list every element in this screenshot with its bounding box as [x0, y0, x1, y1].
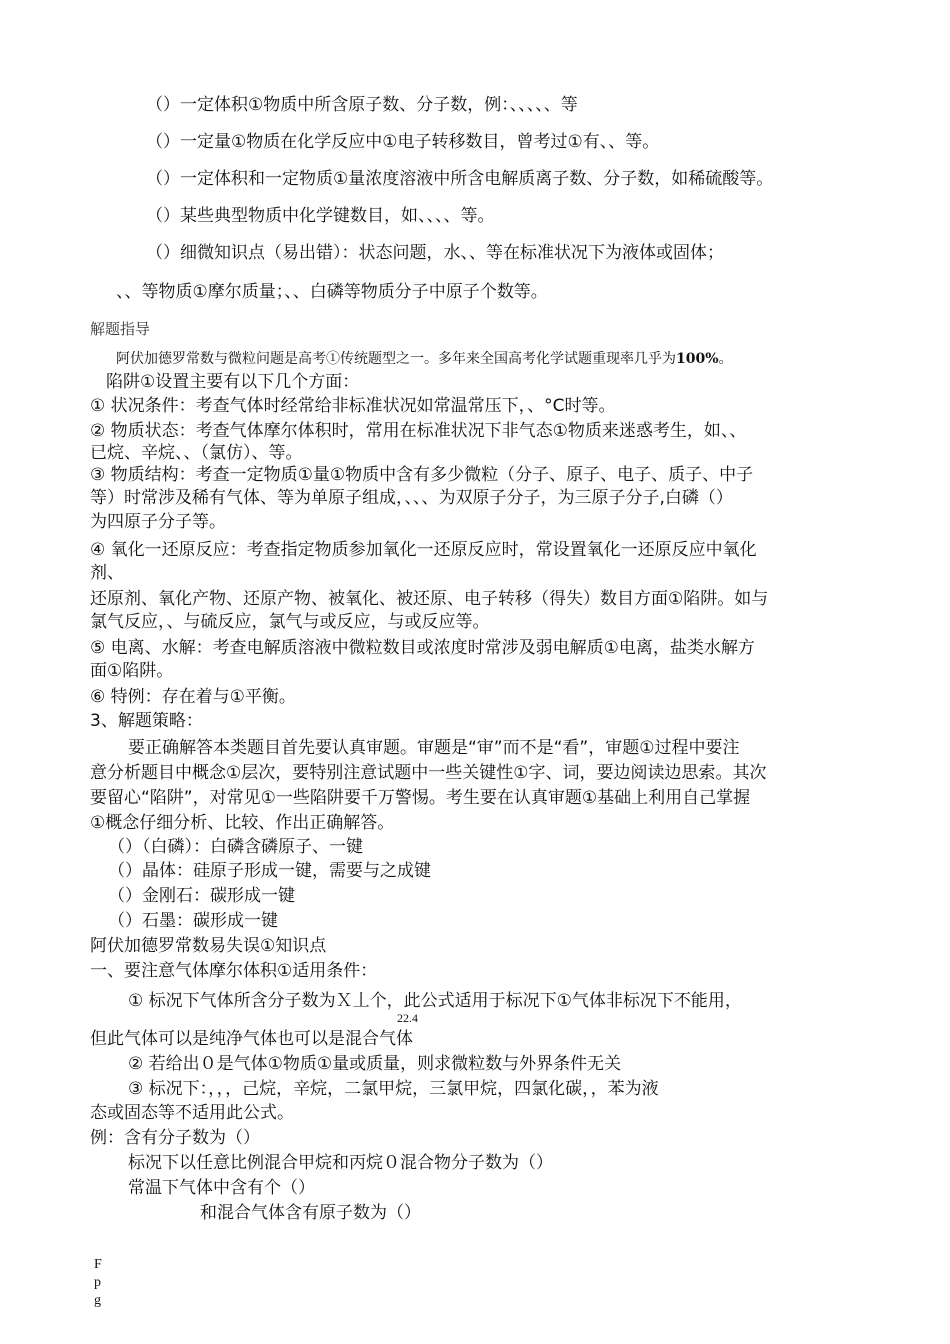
body-line: 面①陷阱。	[90, 661, 174, 681]
intro-paragraph	[116, 348, 733, 370]
body-line: 还原剂、氧化产物、还原产物、被氧化、被还原、电子转移（得失）数目方面①陷阱。如与	[90, 589, 769, 609]
rule-3-cont: 态或固态等不适用此公式。	[90, 1103, 294, 1123]
bond-item: （）晶体：硅原子形成一键，需要与之成键	[108, 861, 431, 881]
intro-percent: 100%	[676, 351, 719, 367]
strategy-line: 意分析题目中概念①层次，要特别注意试题中一些关键性①字、词，要边阅读边思索。其次	[90, 763, 767, 783]
body-line: 氯气反应，、与硫反应，氯气与或反应，与或反应等。	[90, 612, 490, 632]
rule-1: ① 标况下气体所含分子数为Ｘ丄个，此公式适用于标况下①气体非标况下不能用，	[128, 991, 742, 1011]
body-line: ⑥ 特例：存在着与①平衡。	[90, 687, 296, 707]
footer-char: F	[94, 1257, 102, 1272]
body-line: 已烷、辛烷、、（氯仿）、等。	[90, 443, 303, 463]
section-one-heading: 一、要注意气体摩尔体积①适用条件：	[90, 961, 378, 981]
strategy-line: ①概念仔细分析、比较、作出正确解答。	[90, 813, 395, 833]
intro-end: 。	[718, 351, 733, 367]
footer-char: p	[94, 1275, 101, 1290]
list-item: （）细微知识点（易出错）：状态问题，水、、等在标准状况下为液体或固体；	[146, 243, 724, 263]
strategy-line: 要正确解答本类题目首先要认真审题。审题是“审”而不是“看”，审题①过程中要注	[128, 738, 740, 758]
bond-item: （）金刚石：碳形成一键	[108, 886, 295, 906]
list-item: （）一定体积①物质中所含原子数、分子数，例：、、、、、等	[146, 95, 578, 115]
strategy-line: 要留心“陷阱”，对常见①一些陷阱要千万警惕。考生要在认真审题①基础上利用自己掌握	[90, 788, 751, 808]
example-heading: 例：含有分子数为（）	[90, 1128, 260, 1148]
footer-char: g	[94, 1293, 101, 1308]
rule-3: ③ 标况下：，，，己烷，辛烷，二氯甲烷，三氯甲烷，四氯化碳，，苯为液	[128, 1079, 659, 1099]
body-line: ① 状况条件：考查气体时经常给非标准状况如常温常压下，、°C时等。	[90, 396, 616, 416]
bond-item: （）石墨：碳形成一键	[108, 911, 278, 931]
body-line: 为四原子分子等。	[90, 512, 226, 532]
example-item: 标况下以任意比例混合甲烷和丙烷０混合物分子数为（）	[128, 1153, 553, 1173]
body-line: 3、解题策略：	[90, 711, 203, 731]
section-heading: 解题指导	[90, 320, 151, 338]
body-line: ④ 氧化一还原反应：考查指定物质参加氧化一还原反应时，常设置氧化一还原反应中氧化	[90, 540, 757, 560]
list-item: （）一定体积和一定物质①量浓度溶液中所含电解质离子数、分子数，如稀硫酸等。	[146, 169, 774, 189]
rule-1-cont: 但此气体可以是纯净气体也可以是混合气体	[90, 1029, 413, 1049]
body-line: 等）时常涉及稀有气体、等为单原子组成，、、、为双原子分子，为三原子分子,白磷（）	[90, 488, 733, 508]
intro-text: 阿伏加德罗常数与微粒问题是高考①传统题型之一。多年来全国高考化学试题重现率几乎为	[116, 351, 676, 367]
body-line: ⑤ 电离、水解：考查电解质溶液中微粒数目或浓度时常涉及弱电解质①电离，盐类水解方	[90, 638, 755, 658]
traps-heading: 陷阱①设置主要有以下几个方面：	[106, 372, 360, 392]
example-item: 常温下气体中含有个（）	[128, 1178, 315, 1198]
body-line: ② 物质状态：考查气体摩尔体积时，常用在标准状况下非气态①物质来迷惑考生，如、、	[90, 421, 747, 441]
example-item: 和混合气体含有原子数为（）	[200, 1203, 421, 1223]
list-item: （）一定量①物质在化学反应中①电子转移数目，曾考过①有、、等。	[146, 132, 660, 152]
list-item: 、、等物质①摩尔质量；、、白磷等物质分子中原子个数等。	[116, 282, 548, 302]
list-item: （）某些典型物质中化学键数目，如、、、、等。	[146, 206, 495, 226]
rule-2: ② 若给出０是气体①物质①量或质量，则求微粒数与外界条件无关	[128, 1054, 622, 1074]
pitfalls-title: 阿伏加德罗常数易失误①知识点	[90, 936, 327, 956]
bond-item: （）（白磷）：白磷含磷原子、一键	[108, 837, 363, 857]
body-line: 剂、	[90, 563, 124, 583]
rule-1-denominator: 22.4	[397, 1011, 418, 1025]
body-line: ③ 物质结构：考查一定物质①量①物质中含有多少微粒（分子、原子、电子、质子、中子	[90, 465, 754, 485]
